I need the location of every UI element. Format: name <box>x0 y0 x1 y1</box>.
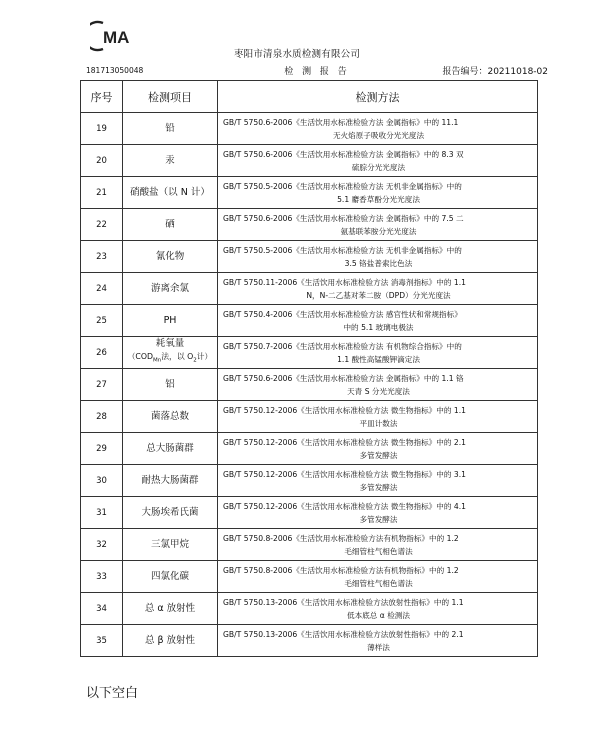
method-name: N，N-二乙基对苯二胺（DPD）分光光度法 <box>306 290 451 300</box>
row-number: 32 <box>81 529 123 561</box>
test-method <box>218 209 538 241</box>
method-standard: GB/T 5750.6-2006《生活饮用水标准检验方法 金属指标》中的 1.1 铬 <box>223 373 464 383</box>
test-method <box>218 465 538 497</box>
test-item: 总大肠菌群 <box>123 433 218 465</box>
method-name: 毛细管柱气相色谱法 <box>344 546 413 556</box>
table-row <box>81 625 538 657</box>
test-item: 硒 <box>123 209 218 241</box>
test-method <box>218 337 538 369</box>
test-method <box>218 305 538 337</box>
method-name: 天青 S 分光光度法 <box>347 386 410 396</box>
test-method <box>218 273 538 305</box>
method-name: 多管发酵法 <box>359 450 398 460</box>
table-row <box>81 465 538 497</box>
test-item: 耐热大肠菌群 <box>123 465 218 497</box>
table-row <box>81 113 538 145</box>
row-number: 19 <box>81 113 123 145</box>
test-item-note-part: 法，以 O <box>161 352 194 362</box>
report-title: 检 测 报 告 <box>284 67 350 77</box>
table-row <box>81 497 538 529</box>
test-item: 汞 <box>123 145 218 177</box>
test-method <box>218 177 538 209</box>
test-method <box>218 593 538 625</box>
row-number: 21 <box>81 177 123 209</box>
method-standard: GB/T 5750.5-2006《生活饮用水标准检验方法 无机非金属指标》中的 <box>223 181 462 191</box>
test-item <box>123 337 218 369</box>
table-row <box>81 401 538 433</box>
method-name: 毛细管柱气相色谱法 <box>344 578 413 588</box>
method-standard: GB/T 5750.12-2006《生活饮用水标准检验方法 微生物指标》中的 3.1 <box>223 469 466 479</box>
row-number: 23 <box>81 241 123 273</box>
table-row <box>81 433 538 465</box>
method-standard: GB/T 5750.5-2006《生活饮用水标准检验方法 无机非金属指标》中的 <box>223 245 462 255</box>
test-item: 总 β 放射性 <box>123 625 218 657</box>
test-method <box>218 433 538 465</box>
test-method <box>218 497 538 529</box>
method-standard: GB/T 5750.12-2006《生活饮用水标准检验方法 微生物指标》中的 2.1 <box>223 437 466 447</box>
test-item-label: 耗氧量 <box>155 338 185 350</box>
row-number: 31 <box>81 497 123 529</box>
test-method <box>218 401 538 433</box>
table-row <box>81 273 538 305</box>
column-header-no: 序号 <box>81 81 123 113</box>
column-header-method: 检测方法 <box>218 81 538 113</box>
table-row <box>81 209 538 241</box>
method-name: 无火焰原子吸收分光光度法 <box>332 130 425 140</box>
method-standard: GB/T 5750.11-2006《生活饮用水标准检验方法 消毒剂指标》中的 1.1 <box>223 277 466 287</box>
method-standard: GB/T 5750.13-2006《生活饮用水标准检验方法放射性指标》中的 1.1 <box>223 597 464 607</box>
row-number: 26 <box>81 337 123 369</box>
method-name: 硫腙分光光度法 <box>351 162 406 172</box>
method-name: 中的 5.1 玻璃电极法 <box>343 322 414 332</box>
test-item: 三氯甲烷 <box>123 529 218 561</box>
test-method <box>218 145 538 177</box>
method-standard: GB/T 5750.8-2006《生活饮用水标准检验方法有机物指标》中的 1.2 <box>223 565 459 575</box>
method-standard: GB/T 5750.12-2006《生活饮用水标准检验方法 微生物指标》中的 1.1 <box>223 405 466 415</box>
method-name: 1.1 酸性高锰酸钾滴定法 <box>337 354 420 364</box>
row-number: 27 <box>81 369 123 401</box>
method-name: 多管发酵法 <box>359 482 398 492</box>
method-standard: GB/T 5750.6-2006《生活饮用水标准检验方法 金属指标》中的 8.3 双 <box>223 149 464 159</box>
test-method <box>218 369 538 401</box>
method-standard: GB/T 5750.4-2006《生活饮用水标准检验方法 感官性状和常规指标》 <box>223 309 462 319</box>
method-name: 低本底总 α 检测法 <box>347 610 410 620</box>
blank-below-note: 以下空白 <box>86 686 139 701</box>
report-serial: 181713050048 <box>86 66 144 75</box>
row-number: 25 <box>81 305 123 337</box>
test-item: 氰化物 <box>123 241 218 273</box>
test-method <box>218 113 538 145</box>
test-item: 四氯化碳 <box>123 561 218 593</box>
method-standard: GB/T 5750.6-2006《生活饮用水标准检验方法 金属指标》中的 11.1 <box>223 117 459 127</box>
company-name: 枣阳市清泉水质检测有限公司 <box>233 49 361 60</box>
method-standard: GB/T 5750.13-2006《生活饮用水标准检验方法放射性指标》中的 2.1 <box>223 629 464 639</box>
method-name: 氨基联苯胺分光光度法 <box>340 226 417 236</box>
test-method <box>218 241 538 273</box>
row-number: 22 <box>81 209 123 241</box>
row-number: 30 <box>81 465 123 497</box>
table-row <box>81 369 538 401</box>
table-row <box>81 145 538 177</box>
test-method <box>218 561 538 593</box>
test-item-note-part: （COD <box>127 352 154 362</box>
table-row <box>81 337 538 369</box>
test-method <box>218 625 538 657</box>
table-row <box>81 177 538 209</box>
method-standard: GB/T 5750.6-2006《生活饮用水标准检验方法 金属指标》中的 7.5 二 <box>223 213 464 223</box>
table-row <box>81 593 538 625</box>
method-standard: GB/T 5750.8-2006《生活饮用水标准检验方法有机物指标》中的 1.2 <box>223 533 459 543</box>
table-row <box>81 529 538 561</box>
table-header-row <box>81 81 538 113</box>
svg-text:MA: MA <box>103 28 130 47</box>
test-item-note <box>123 350 217 368</box>
test-item-note-part: 2 <box>193 357 197 364</box>
row-number: 20 <box>81 145 123 177</box>
test-method <box>218 529 538 561</box>
test-item: 大肠埃希氏菌 <box>123 497 218 529</box>
method-name: 5.1 麝香草酚分光光度法 <box>337 194 420 204</box>
report-number: 报告编号：20211018-02 <box>442 67 548 77</box>
test-item: 铝 <box>123 369 218 401</box>
row-number: 24 <box>81 273 123 305</box>
column-header-item: 检测项目 <box>123 81 218 113</box>
test-item: 硝酸盐（以 N 计） <box>123 177 218 209</box>
table-row <box>81 305 538 337</box>
test-item: 总 α 放射性 <box>123 593 218 625</box>
method-standard: GB/T 5750.7-2006《生活饮用水标准检验方法 有机物综合指标》中的 <box>223 341 462 351</box>
method-standard: GB/T 5750.12-2006《生活饮用水标准检验方法 微生物指标》中的 4.1 <box>223 501 466 511</box>
test-item: PH <box>123 305 218 337</box>
report-subheader <box>86 64 548 76</box>
test-item-note-part: Mn <box>153 357 162 364</box>
method-name: 3.5 铬盐普索比色法 <box>344 258 413 268</box>
row-number: 29 <box>81 433 123 465</box>
test-item: 游离余氯 <box>123 273 218 305</box>
table-row <box>81 241 538 273</box>
row-number: 33 <box>81 561 123 593</box>
method-name: 薄样法 <box>367 642 390 652</box>
test-item-note-part: 计） <box>196 352 213 362</box>
test-methods-table <box>80 80 538 657</box>
test-item: 铅 <box>123 113 218 145</box>
row-number: 28 <box>81 401 123 433</box>
method-name: 多管发酵法 <box>359 514 398 524</box>
row-number: 35 <box>81 625 123 657</box>
method-name: 平皿计数法 <box>359 418 398 428</box>
table-body <box>81 113 538 657</box>
test-item: 菌落总数 <box>123 401 218 433</box>
row-number: 34 <box>81 593 123 625</box>
table-row <box>81 561 538 593</box>
